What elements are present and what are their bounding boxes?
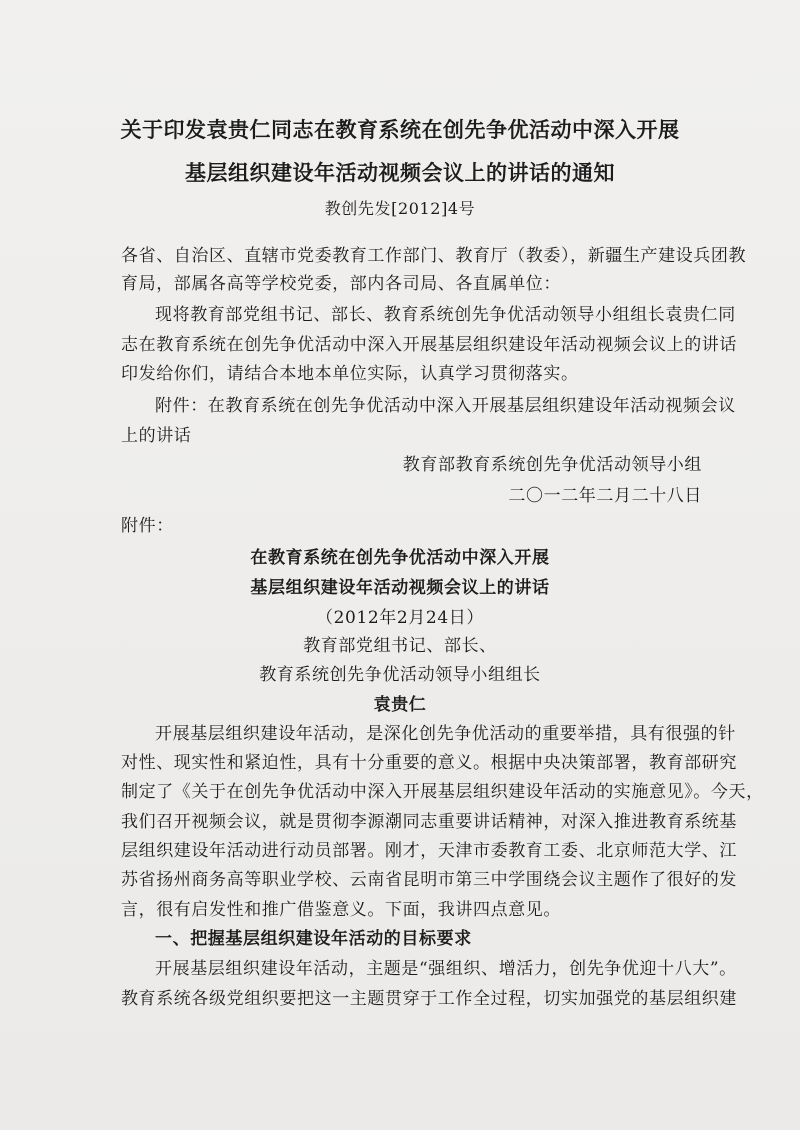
speech-para2-line-1: 开展基层组织建设年活动，主题是“强组织、增活力，创先争优迎十八大”。 xyxy=(155,959,737,979)
notice-title-line-1: 关于印发袁贵仁同志在教育系统在创先争优活动中深入开展 xyxy=(120,118,680,142)
speaker-title-line-2: 教育系统创先争优活动领导小组组长 xyxy=(259,665,541,685)
speech-para2-line-2: 教育系统各级党组织要把这一主题贯穿于工作全过程，切实加强党的基层组织建 xyxy=(121,989,737,1009)
recipients-line-1: 各省、自治区、直辖市党委教育工作部门、教育厅（教委），新疆生产建设兵团教 xyxy=(121,246,747,266)
speech-para1-line-5: 层组织建设年活动进行动员部署。刚才，天津市委教育工委、北京师范大学、江 xyxy=(121,841,737,861)
speech-para1-line-2: 对性、现实性和紧迫性，具有十分重要的意义。根据中央决策部署，教育部研究 xyxy=(121,753,737,773)
attachment-label: 附件： xyxy=(121,516,174,536)
signature-date: 二〇一二年二月二十八日 xyxy=(508,486,702,506)
speech-title-line-1: 在教育系统在创先争优活动中深入开展 xyxy=(250,548,550,568)
section-heading-1: 一、把握基层组织建设年活动的目标要求 xyxy=(155,929,472,949)
notice-body-line-3: 印发给你们，请结合本地本单位实际，认真学习贯彻落实。 xyxy=(121,364,579,384)
signature-organization: 教育部教育系统创先争优活动领导小组 xyxy=(402,455,702,475)
recipients-line-2: 育局，部属各高等学校党委，部内各司局、各直属单位： xyxy=(121,274,561,294)
speaker-title-line-1: 教育部党组书记、部长、 xyxy=(303,636,497,656)
speech-para1-line-3: 制定了《关于在创先争优活动中深入开展基层组织建设年活动的实施意见》。今天， xyxy=(121,782,764,802)
speech-date: （2012年2月24日） xyxy=(316,608,484,628)
notice-title-line-2: 基层组织建设年活动视频会议上的讲话的通知 xyxy=(185,161,615,185)
speech-para1-line-1: 开展基层组织建设年活动，是深化创先争优活动的重要举措，具有很强的针 xyxy=(155,724,736,744)
speech-para1-line-6: 苏省扬州商务高等职业学校、云南省昆明市第三中学围绕会议主题作了很好的发 xyxy=(121,870,737,890)
speaker-name: 袁贵仁 xyxy=(373,695,427,715)
speech-title-line-2: 基层组织建设年活动视频会议上的讲话 xyxy=(250,578,550,598)
notice-body-line-1: 现将教育部党组书记、部长、教育系统创先争优活动领导小组组长袁贵仁同 xyxy=(155,305,736,325)
speech-para1-line-7: 言，很有启发性和推广借鉴意义。下面，我讲四点意见。 xyxy=(121,900,561,920)
attachment-reference-line-1: 附件：在教育系统在创先争优活动中深入开展基层组织建设年活动视频会议 xyxy=(155,396,736,416)
speech-para1-line-4: 我们召开视频会议，就是贯彻李源潮同志重要讲话精神，对深入推进教育系统基 xyxy=(121,812,737,832)
attachment-reference-line-2: 上的讲话 xyxy=(121,426,192,446)
document-number: 教创先发[2012]4号 xyxy=(324,199,476,218)
notice-body-line-2: 志在教育系统在创先争优活动中深入开展基层组织建设年活动视频会议上的讲话 xyxy=(121,335,737,355)
